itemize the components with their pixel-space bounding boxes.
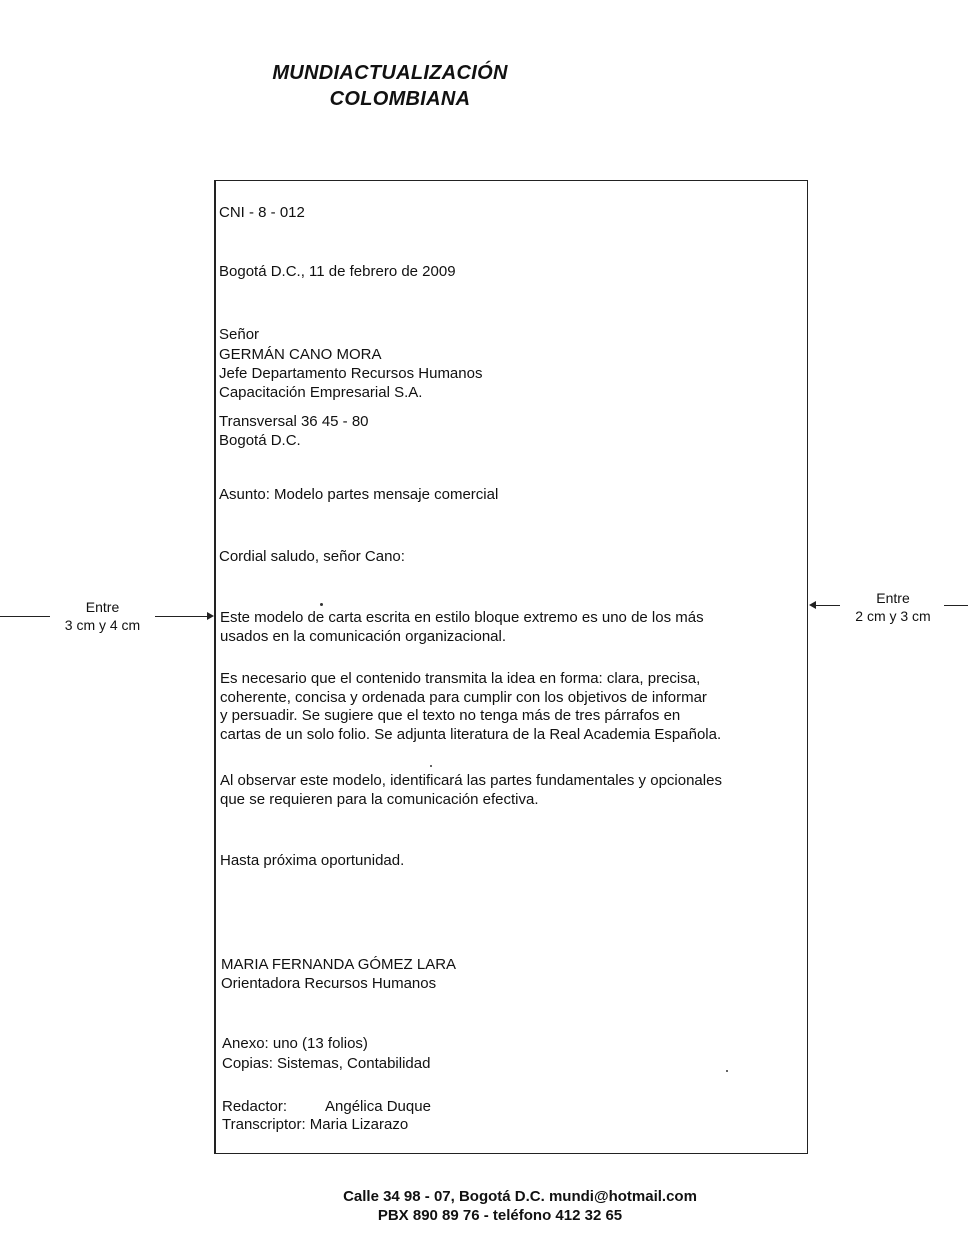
scan-speck — [430, 765, 432, 767]
recipient-position: Jefe Departamento Recursos Humanos — [219, 365, 483, 382]
arrow-left-icon — [809, 601, 816, 609]
reference-code: CNI - 8 - 012 — [219, 204, 305, 221]
letter-date: Bogotá D.C., 11 de febrero de 2009 — [219, 263, 456, 280]
footer-address: Calle 34 98 - 07, Bogotá D.C. mundi@hotmail.com — [343, 1188, 697, 1205]
subject-line: Asunto: Modelo partes mensaje comercial — [219, 486, 499, 503]
footer-phone: PBX 890 89 76 - teléfono 412 32 65 — [377, 1207, 623, 1224]
body-line: que se requieren para la comunicación efectiva. — [220, 791, 539, 808]
scan-speck — [726, 1070, 728, 1072]
left-margin-guide-line — [0, 616, 50, 617]
letterhead-line-2: COLOMBIANA — [329, 88, 471, 110]
recipient-name: GERMÁN CANO MORA — [219, 346, 382, 363]
recipient-company: Capacitación Empresarial S.A. — [219, 384, 423, 401]
scan-speck — [320, 603, 323, 606]
closing-line: Hasta próxima oportunidad. — [220, 852, 405, 869]
right-margin-guide-line — [816, 605, 840, 606]
right-margin-guide-line — [944, 605, 968, 606]
signer-name: MARIA FERNANDA GÓMEZ LARA — [221, 956, 457, 973]
recipient-city: Bogotá D.C. — [219, 432, 301, 449]
greeting: Cordial saludo, señor Cano: — [219, 548, 405, 565]
body-line: usados en la comunicación organizacional. — [220, 628, 507, 645]
body-line: Es necesario que el contenido transmita la idea en forma: clara, precisa, — [220, 670, 701, 687]
left-margin-guide-line — [155, 616, 207, 617]
left-margin-note-line-2: 3 cm y 4 cm — [64, 617, 141, 633]
letterhead-line-1: MUNDIACTUALIZACIÓN — [272, 62, 508, 84]
left-margin-note-line-1: Entre — [85, 599, 120, 615]
arrow-right-icon — [207, 612, 214, 620]
recipient-address: Transversal 36 45 - 80 — [219, 413, 369, 430]
body-line: cartas de un solo folio. Se adjunta literatura de la Real Academia Española. — [220, 726, 722, 743]
letter-frame — [214, 180, 808, 1154]
body-line: coherente, concisa y ordenada para cumplir con los objetivos de informar — [220, 689, 707, 706]
editor-name: Angélica Duque — [325, 1098, 431, 1115]
transcriber-line: Transcriptor: Maria Lizarazo — [222, 1116, 409, 1133]
body-line: Este modelo de carta escrita en estilo bloque extremo es uno de los más — [220, 609, 704, 626]
right-margin-note-line-1: Entre — [876, 590, 910, 606]
copies-line: Copias: Sistemas, Contabilidad — [222, 1055, 431, 1072]
signer-title: Orientadora Recursos Humanos — [221, 975, 437, 992]
right-margin-note — [842, 589, 944, 625]
letterhead-title — [200, 60, 660, 112]
left-margin-note — [50, 598, 155, 634]
annex-line: Anexo: uno (13 folios) — [222, 1035, 368, 1052]
editor-label: Redactor: — [222, 1098, 288, 1115]
body-line: Al observar este modelo, identificará las partes fundamentales y opcionales — [220, 772, 722, 789]
body-line: y persuadir. Se sugiere que el texto no tenga más de tres párrafos en — [220, 707, 681, 724]
recipient-title: Señor — [219, 326, 260, 343]
right-margin-note-line-2: 2 cm y 3 cm — [855, 608, 931, 624]
